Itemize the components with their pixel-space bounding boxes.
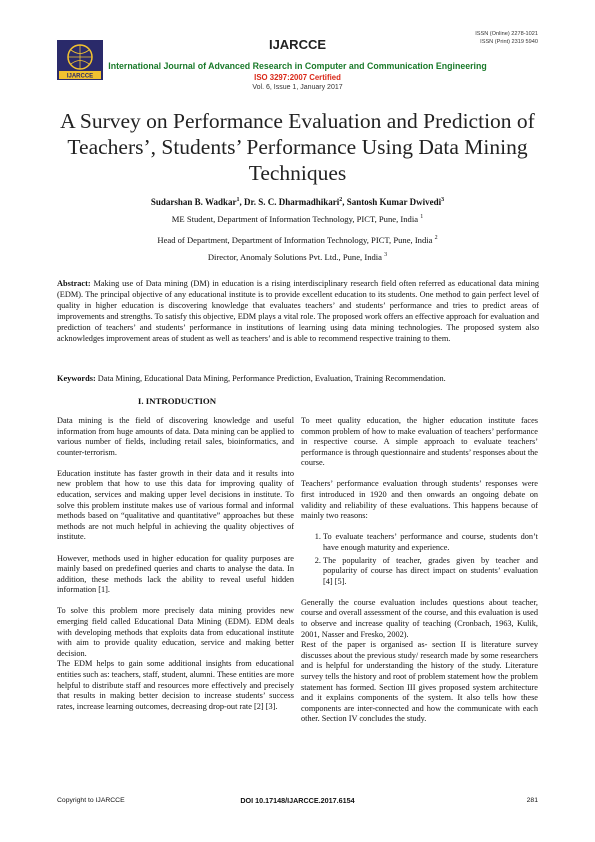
affiliation-text: Head of Department, Department of Information Technology, PICT, Pune, India <box>157 235 435 245</box>
footer-copyright: Copyright to IJARCCE <box>57 797 125 804</box>
affiliation-sup: 2 <box>434 235 438 242</box>
footer-doi: DOI 10.17148/IJARCCE.2017.6154 <box>240 796 355 805</box>
list-item: 2. The popularity of teacher, grades given by teacher and popularity of course has direct impact on students’ evaluation [4] [5]. <box>323 556 538 588</box>
issn-print: ISSN (Print) 2319 5940 <box>480 38 538 45</box>
author-name: Dr. S. C. Dharmadhikari <box>244 197 340 207</box>
keywords-label: Keywords: <box>57 374 96 383</box>
affiliation-sup: 1 <box>420 214 424 221</box>
paragraph: Data mining is the field of discovering knowledge and useful information from huge amounts of data. Data mining can be applied to various number of fields, including retail sales, bioinformatics, and counter-terrorism. <box>57 416 294 457</box>
keywords-text: Data Mining, Educational Data Mining, Performance Prediction, Evaluation, Training Recommendation. <box>95 374 446 383</box>
author-sup: 1 <box>236 197 240 203</box>
issn-online: ISSN (Online) 2278-1021 <box>475 31 538 37</box>
affiliation-text: Director, Anomaly Solutions Pvt. Ltd., Pune, India <box>207 252 385 262</box>
paragraph: Rest of the paper is organised as- section II is literature survey discusses about the previous study/ research made by some researchers and is helpful for understanding the history of the study. Literature survey tells the history and root of problem statement how the problem statement has formed. Section III gives proposed system architecture and it explains components of the system. It also tells how these components are inter-connected and how the communicate with each other. Section IV concludes the study. <box>301 640 538 724</box>
journal-name: International Journal of Advanced Research in Computer and Communication Engineering <box>108 61 487 71</box>
issn-block <box>475 31 538 46</box>
author-list: Sudarshan B. Wadkar$^1$, Dr. S. C. Dharmadhikari$^2$, Santosh Kumar Dwivedi$^3$ <box>150 197 445 207</box>
paragraph: To solve this problem more precisely data mining provides new emerging field called Educational Data Mining (EDM). EDM deals with developing methods that exploits data from educational institute with aim to provide quality education, service and making better decision. <box>57 606 294 658</box>
affiliation <box>0 235 595 245</box>
left-column <box>57 416 294 723</box>
right-column <box>301 416 538 735</box>
affiliation <box>0 214 595 224</box>
page-number: 281 <box>526 797 538 804</box>
logo-text: IJARCCE <box>66 73 94 80</box>
author-sup: 2 <box>339 197 343 203</box>
affiliation-sup: 3 <box>384 252 388 259</box>
abstract-text: Making use of Data mining (DM) in education is a rising interdisciplinary research field often referred as educational data mining (EDM). The principal objective of any educational institute is to provide excellent education to its students. One method to gain perfect level of quality in higher education is discovering knowledge that evaluates teachers’ and students’ performance and tries to predict areas of improvements and strengths. To satisfy this objective, EDM plays a vital role. The proposed work offers an effective approach for evaluation and prediction of teachers’ and students’ performance in institutions of learning using data mining technologies. The proposed system also acknowledges improvement areas of student as well as teachers’ and is able to recommend respective training to them. <box>57 279 539 343</box>
list-item: 1. To evaluate teachers’ performance and course, students don’t have enough maturity and experience. <box>323 532 538 553</box>
paragraph: Education institute has faster growth in their data and it results into new problem that how to use this data for improving quality of education, services and making upper level decisions in institute. To solve this problem institute makes use of various formal and informal methods based on “qualitative and quantitative” approaches but these methods are not much helpful in achieving the quality objectives of institute. <box>57 468 294 542</box>
journal-abbreviation: IJARCCE <box>268 37 327 52</box>
author-name: Sudarshan B. Wadkar <box>150 197 237 207</box>
affiliation <box>0 252 595 262</box>
paragraph: Generally the course evaluation includes questions about teacher, course and overall assessment of the course, and this evaluation is used to observe and increase quality of teaching (Cronbach, 1963, Kulik, 2001, Nasser and Fresko, 2002). <box>301 597 538 639</box>
keywords <box>57 374 539 385</box>
affiliation-text: ME Student, Department of Information Technology, PICT, Pune, India <box>171 214 421 224</box>
section-heading: I. INTRODUCTION <box>137 396 217 406</box>
reasons-list <box>301 532 538 587</box>
abstract <box>57 279 539 344</box>
abstract-label: Abstract: <box>57 279 91 288</box>
paragraph: Teachers’ performance evaluation through students’ responses were first introduced in 1920 and then onwards an ongoing debate on validity and reliability of these evaluations. This happens because of mainly two reasons: <box>301 479 538 521</box>
iso-certification: ISO 3297:2007 Certified <box>254 72 341 82</box>
paper-title: A Survey on Performance Evaluation and Prediction of Teachers’, Students’ Performance Using Data Mining Techniques <box>60 109 535 185</box>
author-name: Santosh Kumar Dwivedi <box>346 197 442 207</box>
author-sup: 3 <box>441 197 445 203</box>
paragraph: To meet quality education, the higher education institute faces common problem of how to make evaluation of teachers’ performance in respective course. A simple approach to evaluate teachers’ performance is through questionnaire and students’ responses about the course. <box>301 416 538 468</box>
volume-issue: Vol. 6, Issue 1, January 2017 <box>252 84 343 91</box>
paragraph: The EDM helps to gain some additional insights from educational entities such as: teachers, staff, student, alumni. These entities are more helpful to distribute staff and resources more effectively and precisely that results in making better decision to increase students’ success rates, increase learning outcomes, decreasing drop-out rate [2] [3]. <box>57 659 295 711</box>
paragraph: However, methods used in higher education for quality purposes are mainly based on predefined queries and charts to analyse the data. In addition, these methods lack the ability to reveal useful hidden information [1]. <box>57 553 294 595</box>
